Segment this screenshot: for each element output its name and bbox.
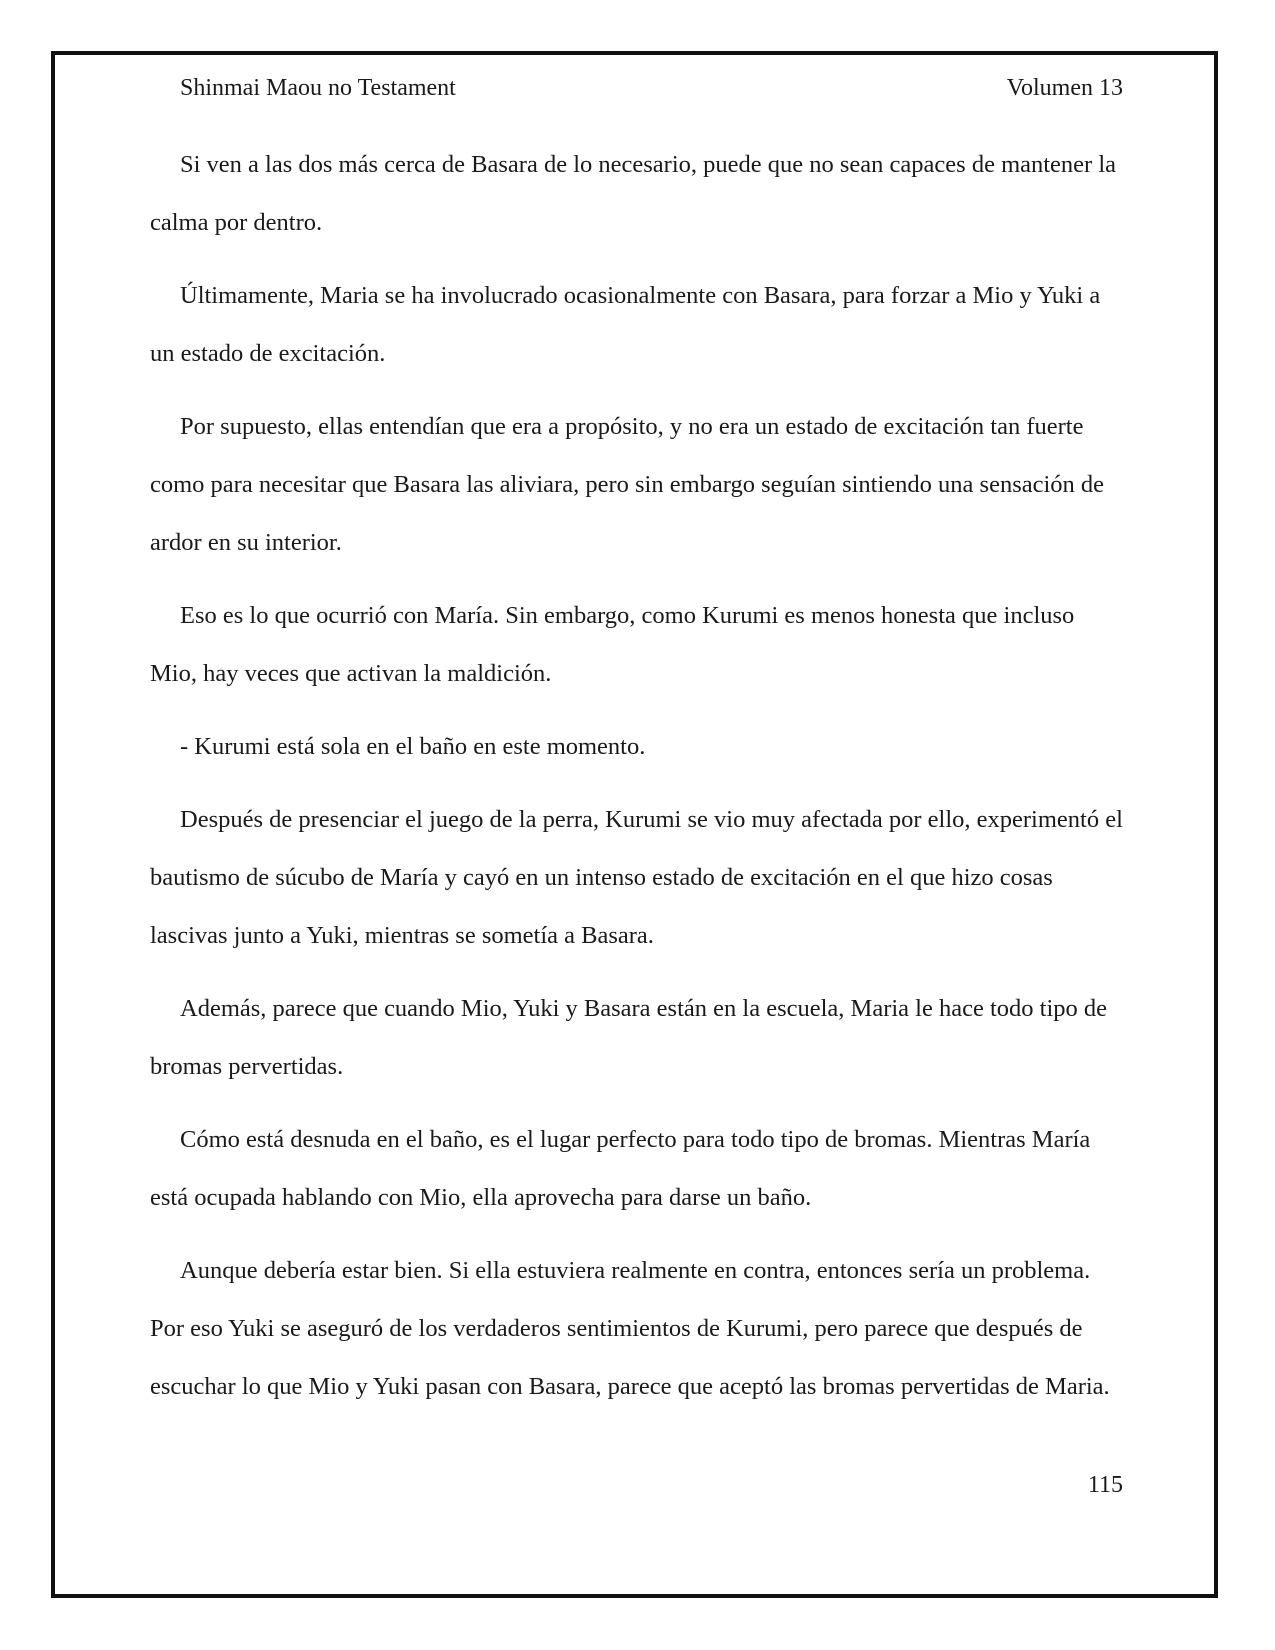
body-text [150, 136, 1126, 1431]
volume-label: Volumen 13 [1006, 74, 1123, 101]
paragraph: Eso es lo que ocurrió con María. Sin embargo, como Kurumi es menos honesta que incluso Mio, hay veces que activan la maldición. [150, 602, 1075, 687]
paragraph: Cómo está desnuda en el baño, es el lugar perfecto para todo tipo de bromas. Mientras María está ocupada hablando con Mio, ella aprovecha para darse un baño. [150, 1126, 1091, 1211]
paragraph: Aunque debería estar bien. Si ella estuviera realmente en contra, entonces sería un problema. Por eso Yuki se aseguró de los verdaderos sentimientos de Kurumi, pero parece que después de escuchar lo que Mio y Yuki pasan con Basara, parece que aceptó las bromas pervertidas de Maria. [150, 1257, 1110, 1400]
paragraph: Últimamente, Maria se ha involucrado ocasionalmente con Basara, para forzar a Mio y Yuki a un estado de excitación. [150, 282, 1101, 367]
paragraph: Por supuesto, ellas entendían que era a propósito, y no era un estado de excitación tan fuerte como para necesitar que Basara las aliviara, pero sin embargo seguían sintiendo una sensación de ardor en su interior. [150, 413, 1105, 556]
paragraph: Además, parece que cuando Mio, Yuki y Basara están en la escuela, Maria le hace todo tipo de bromas pervertidas. [150, 995, 1108, 1080]
book-title: Shinmai Maou no Testament [180, 74, 456, 101]
page-header [180, 68, 1123, 108]
paragraph: Si ven a las dos más cerca de Basara de lo necesario, puede que no sean capaces de mantener la calma por dentro. [150, 151, 1117, 236]
paragraph: Después de presenciar el juego de la perra, Kurumi se vio muy afectada por ello, experimentó el bautismo de súcubo de María y cayó en un intenso estado de excitación en el que hizo cosas lascivas junto a Yuki, mientras se sometía a Basara. [150, 806, 1123, 949]
paragraph: - Kurumi está sola en el baño en este momento. [180, 733, 646, 760]
page-number: 115 [1087, 1472, 1123, 1498]
